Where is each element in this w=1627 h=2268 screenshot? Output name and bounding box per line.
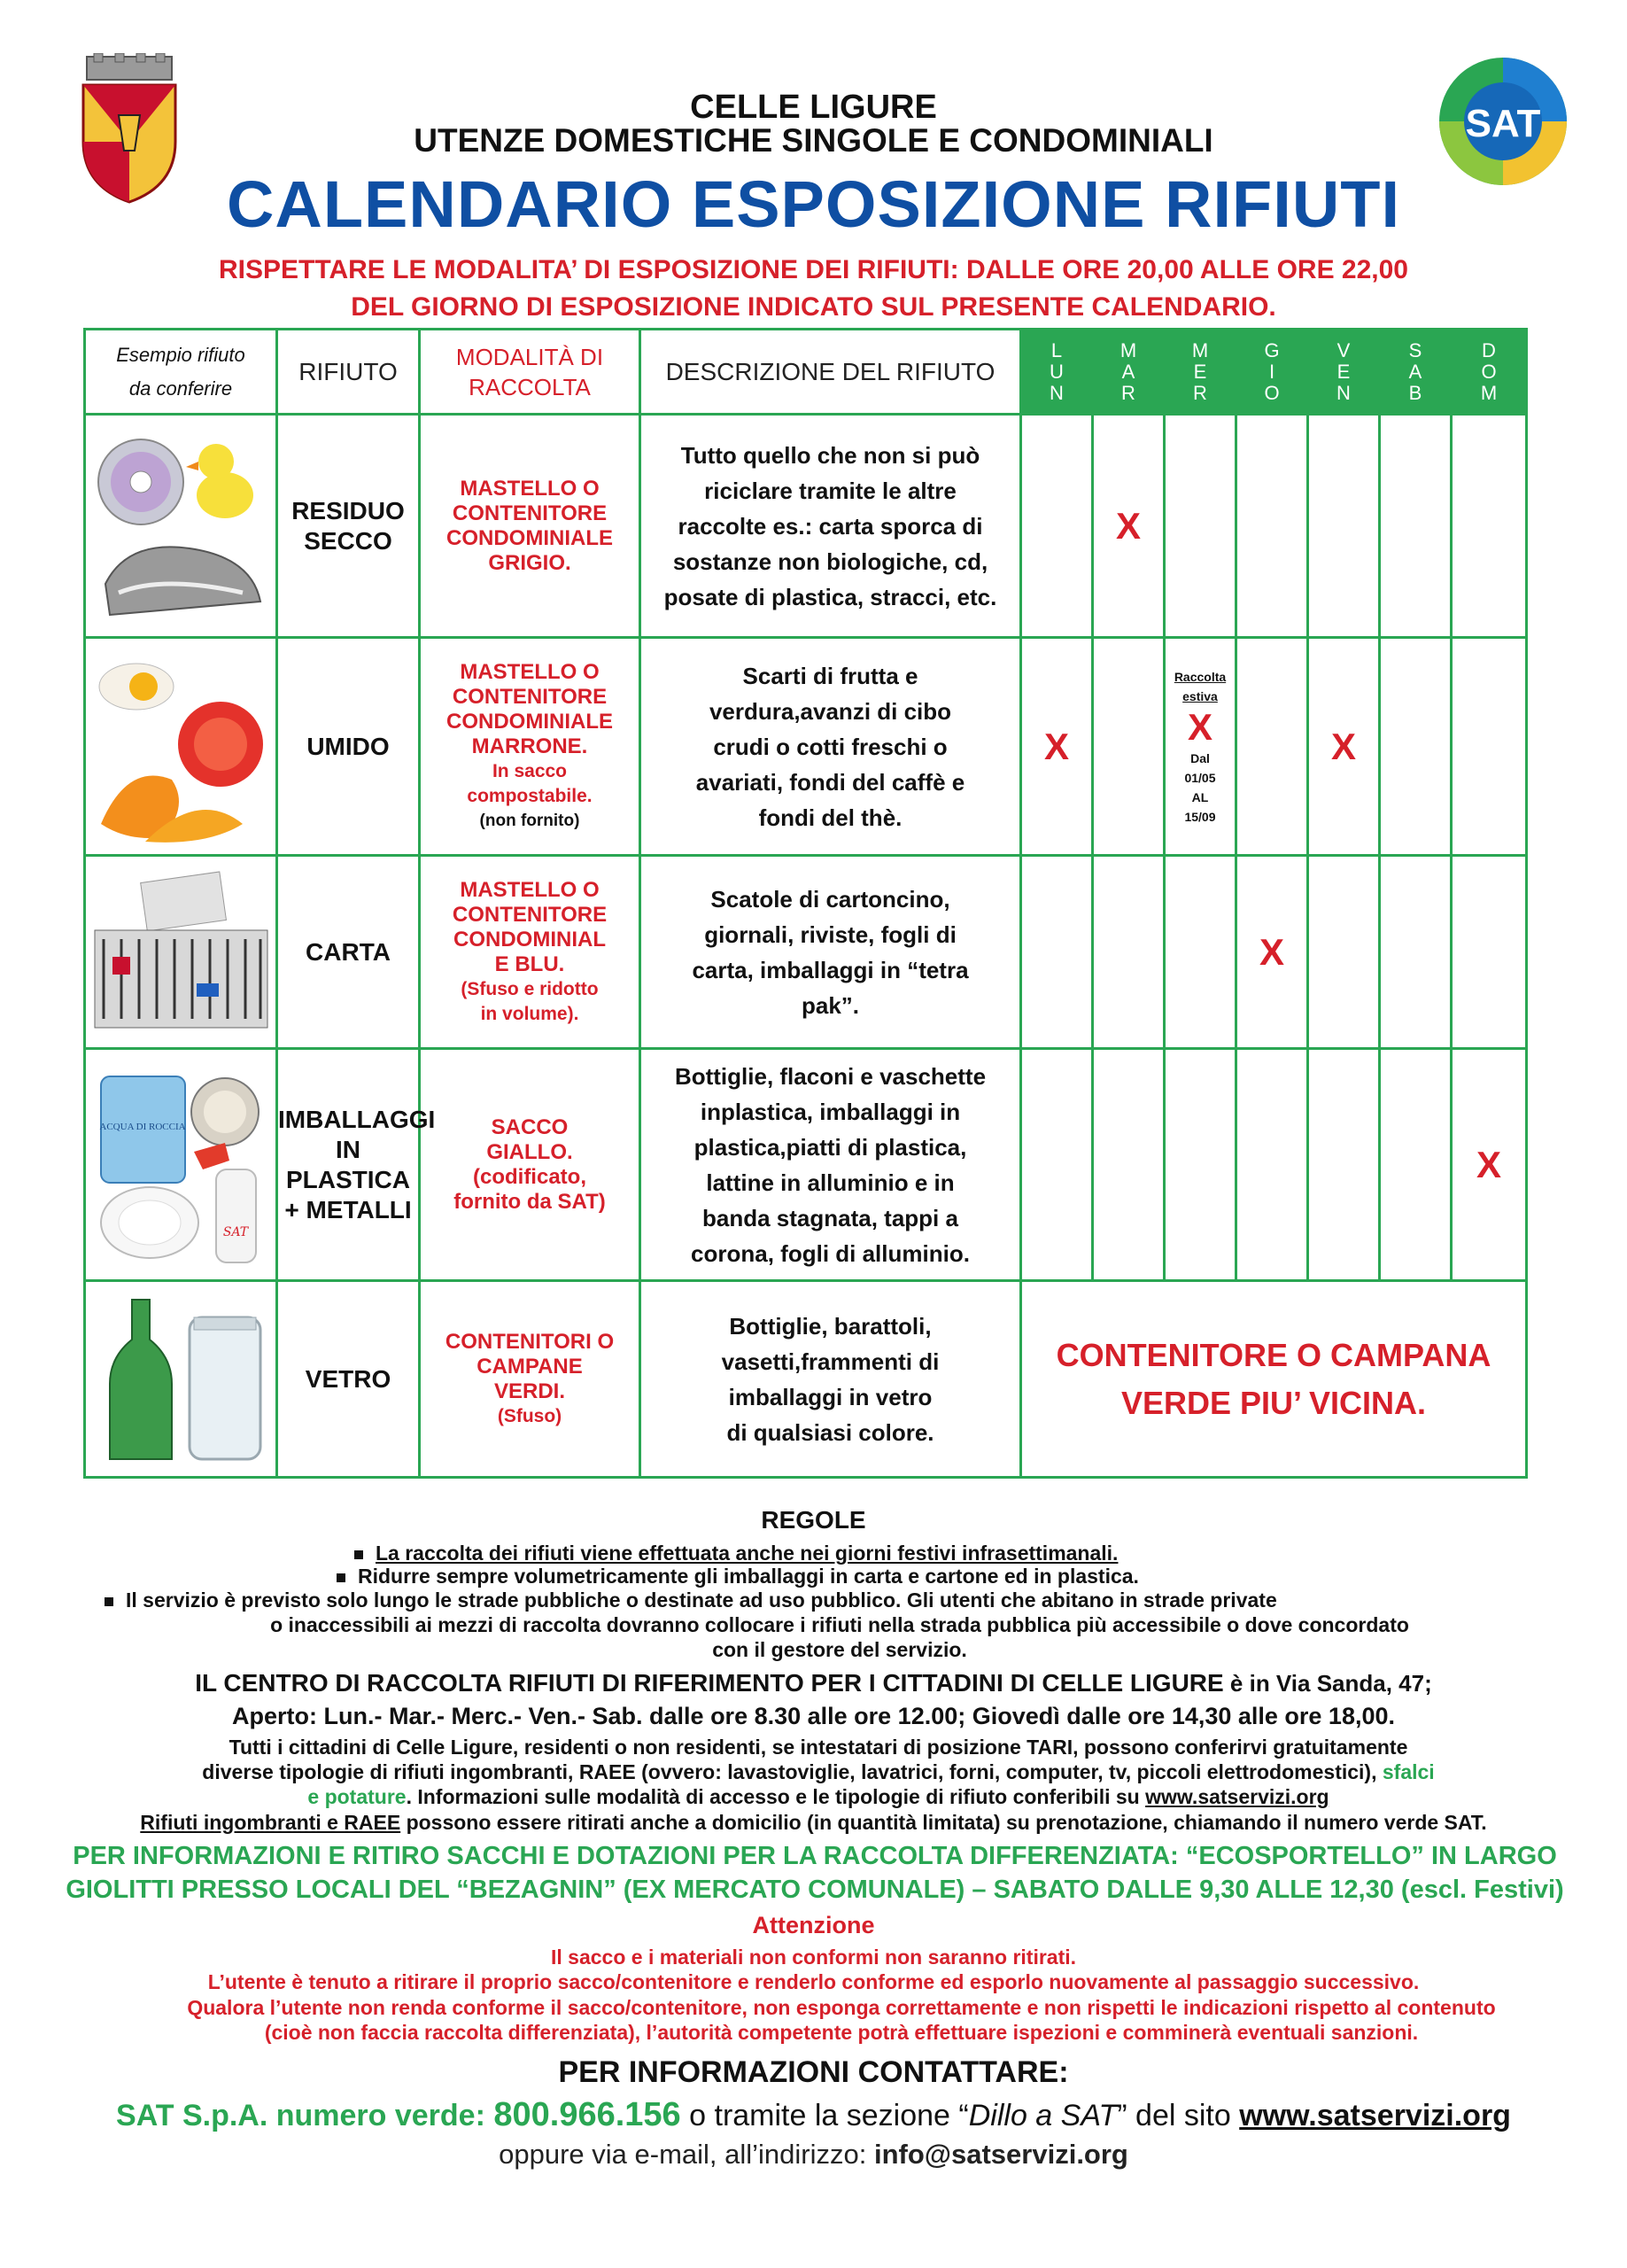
mode-vetro: CONTENITORI O CAMPANE VERDI. (Sfuso) <box>420 1281 640 1478</box>
residuo-dom <box>1452 415 1527 638</box>
waste-name-residuo: RESIDUO SECCO <box>277 415 420 638</box>
rule-1: La raccolta dei rifiuti viene effettuata anche nei giorni festivi infrasettimanali. <box>354 1542 1417 1565</box>
waste-name-vetro: VETRO <box>277 1281 420 1478</box>
header-day-gio: G I O <box>1236 330 1308 415</box>
umido-gio <box>1236 638 1308 856</box>
residuo-gio <box>1236 415 1308 638</box>
waste-calendar-table <box>83 328 1528 1479</box>
vetro-image <box>85 1281 277 1478</box>
description-carta: Scatole di cartoncino, giornali, riviste, fogli di carta, imballaggi in “tetra pak”. <box>640 856 1021 1049</box>
header-mode <box>420 330 640 415</box>
imballaggi-dom <box>1452 1049 1527 1281</box>
contact-line: SAT S.p.A. numero verde: 800.966.156 o tramite la sezione “Dillo a SAT” del sito www.satservizi.org <box>116 2096 1511 2133</box>
bulky-waste-info: Rifiuti ingombranti e RAEE possono essere ritirati anche a domicilio (in quantità limitata) su prenotazione, chiamando il numero verde SAT. <box>140 1811 1487 1834</box>
ecosportello-info: PER INFORMAZIONI E RITIRO SACCHI E DOTAZIONI PER LA RACCOLTA DIFFERENZIATA: “ECOSPORTELLO” IN LARGO GIOLITTI PRESSO LOCALI DEL “BEZAGNIN” (EX MERCATO COMUNALE) – SABATO DALLE 9,30 ALLE 12,30 (escl. Festivi) <box>66 1842 1564 1904</box>
imballaggi-image <box>85 1049 277 1281</box>
header-day-dom: D O M <box>1452 330 1527 415</box>
users-subtitle: UTENZE DOMESTICHE SINGOLE E CONDOMINIALI <box>414 122 1213 159</box>
umido-mer: Raccolta estiva X Dal 01/05 AL 15/09 <box>1165 638 1236 856</box>
toll-free-number[interactable]: 800.966.156 <box>493 2096 681 2133</box>
carta-image <box>85 856 277 1049</box>
rules-title: REGOLE <box>761 1506 866 1534</box>
header-day-mar: M A R <box>1093 330 1165 415</box>
umido-ven <box>1308 638 1380 856</box>
umido-lun <box>1021 638 1093 856</box>
attention-line-3: Qualora l’utente non renda conforme il sacco/contenitore, non esponga correttamente e non rispetti le indicazioni rispetto al contenuto (cioè non faccia raccolta differenziata), l’autorità competente potrà effettuare ispezioni e comminerà eventuali sanzioni. <box>187 1996 1496 2044</box>
header-example-line-2: da conferire <box>128 377 233 400</box>
residuo-sab <box>1380 415 1452 638</box>
header-example <box>85 330 277 415</box>
imballaggi-ven <box>1308 1049 1380 1281</box>
contact-title: PER INFORMAZIONI CONTATTARE: <box>558 2055 1069 2089</box>
residuo-mar <box>1093 415 1165 638</box>
umido-sab <box>1380 638 1452 856</box>
header-mode-line-1: MODALITÀ DI <box>455 343 604 370</box>
carta-mer <box>1165 856 1236 1049</box>
carta-ven <box>1308 856 1380 1049</box>
collection-mark: X <box>1259 930 1284 973</box>
mode-umido: MASTELLO O CONTENITORE CONDOMINIALE MARRONE. In sacco compostabile. (non fornito) <box>420 638 640 856</box>
satservizi-link[interactable]: www.satservizi.org <box>1145 1785 1329 1808</box>
bottle-label: ACQUA DI ROCCIA <box>99 1121 186 1132</box>
header-day-sab: S A B <box>1380 330 1452 415</box>
contact-website-link[interactable]: www.satservizi.org <box>1239 2099 1511 2132</box>
umido-dom <box>1452 638 1527 856</box>
waste-name-carta: CARTA <box>277 856 420 1049</box>
residuo-lun <box>1021 415 1093 638</box>
bullet-icon <box>337 1573 345 1582</box>
header-day-ven: V E N <box>1308 330 1380 415</box>
imballaggi-sab <box>1380 1049 1452 1281</box>
table-row-carta <box>85 856 1527 1049</box>
waste-name-imballaggi: IMBALLAGGI IN PLASTICA + METALLI <box>277 1049 420 1281</box>
spray-label: SAT <box>222 1224 249 1239</box>
citizens-info: Tutti i cittadini di Celle Ligure, residenti o non residenti, se intestatari di posizione TARI, possono conferirvi gratuitamente diverse tipologie di rifiuti ingombranti, RAEE (ovvero: lavastoviglie, lavatrici, forni, computer, tv, piccoli elettrodomestici), sfalci e potature. Informazioni sulle modalità di accesso e le tipologie di rifiuto conferibili su www.satservizi.org <box>202 1736 1435 1808</box>
description-imballaggi: Bottiglie, flaconi e vaschette inplastica, imballaggi in plastica,piatti di plastica, lattine in alluminio e in banda stagnata, tappi a corona, fogli di alluminio. <box>640 1049 1021 1281</box>
collection-mark: X <box>1476 1143 1501 1185</box>
mode-residuo: MASTELLO O CONTENITORE CONDOMINIALE GRIGIO. <box>420 415 640 638</box>
bullet-icon <box>105 1597 113 1606</box>
warning-line-2: DEL GIORNO DI ESPOSIZIONE INDICATO SUL PRESENTE CALENDARIO. <box>351 292 1276 322</box>
table-row-umido <box>85 638 1527 856</box>
table-row-vetro <box>85 1281 1527 1478</box>
header-day-mer: M E R <box>1165 330 1236 415</box>
carta-sab <box>1380 856 1452 1049</box>
residuo-ven <box>1308 415 1380 638</box>
description-residuo: Tutto quello che non si può riciclare tramite le altre raccolte es.: carta sporca di sostanze non biologiche, cd, posate di plastica, stracci, etc. <box>640 415 1021 638</box>
umido-image <box>85 638 277 856</box>
email-link[interactable]: info@satservizi.org <box>873 2139 1128 2170</box>
header-example-line-1: Esempio rifiuto <box>116 343 245 366</box>
town-name: CELLE LIGURE <box>690 89 937 126</box>
table-row-residuo-secco <box>85 415 1527 638</box>
header-day-lun: L U N <box>1021 330 1093 415</box>
mode-carta: MASTELLO O CONTENITORE CONDOMINIAL E BLU. (Sfuso e ridotto in volume). <box>420 856 640 1049</box>
carta-gio <box>1236 856 1308 1049</box>
rule-3: Il servizio è previsto solo lungo le strade pubbliche o destinate ad uso pubblico. Gli utenti che abitano in strade private o inaccessibili ai mezzi di raccolta dovranno collocare i rifiuti nella strada pubblica più accessibile o dove concordato con il gestore del servizio. <box>105 1588 1575 1662</box>
sat-logo-text: SAT <box>1465 102 1541 145</box>
imballaggi-mar <box>1093 1049 1165 1281</box>
mode-imballaggi: SACCO GIALLO. (codificato, fornito da SAT) <box>420 1049 640 1281</box>
residuo-secco-image <box>85 415 277 638</box>
residuo-mer <box>1165 415 1236 638</box>
collection-mark: X <box>1330 725 1356 767</box>
collection-center-line: IL CENTRO DI RACCOLTA RIFIUTI DI RIFERIMENTO PER I CITTADINI DI CELLE LIGURE è in Via Sanda, 47; <box>195 1669 1432 1697</box>
attention-line-2: L’utente è tenuto a ritirare il proprio sacco/contenitore e renderlo conforme ed esporlo nuovamente al passaggio successivo. <box>207 1970 1420 1993</box>
vetro-note: CONTENITORE O CAMPANA VERDE PIU’ VICINA. <box>1021 1281 1527 1478</box>
collection-mark: X <box>1043 725 1069 767</box>
table-header-row <box>85 330 1527 415</box>
rule-2: Ridurre sempre volumetricamente gli imballaggi in carta e cartone ed in plastica. <box>337 1565 1488 1588</box>
imballaggi-mer <box>1165 1049 1236 1281</box>
warning-line-1: RISPETTARE LE MODALITA’ DI ESPOSIZIONE DEI RIFIUTI: DALLE ORE 20,00 ALLE ORE 22,00 <box>219 255 1408 284</box>
opening-hours: Aperto: Lun.- Mar.- Merc.- Ven.- Sab. dalle ore 8.30 alle ore 12.00; Giovedì dalle ore 14,30 alle ore 18,00. <box>231 1703 1396 1729</box>
description-umido: Scarti di frutta e verdura,avanzi di cibo crudi o cotti freschi o avariati, fondi del caffè e fondi del thè. <box>640 638 1021 856</box>
description-vetro: Bottiglie, barattoli, vasetti,frammenti di imballaggi in vetro di qualsiasi colore. <box>640 1281 1021 1478</box>
umido-mar <box>1093 638 1165 856</box>
table-row-imballaggi <box>85 1049 1527 1281</box>
collection-mark: X <box>1115 504 1141 547</box>
page-title: CALENDARIO ESPOSIZIONE RIFIUTI <box>226 167 1401 241</box>
collection-mark: X <box>1187 705 1213 748</box>
waste-name-umido: UMIDO <box>277 638 420 856</box>
header-mode-line-2: RACCOLTA <box>469 373 591 400</box>
bullet-icon <box>354 1550 363 1559</box>
imballaggi-gio <box>1236 1049 1308 1281</box>
carta-mar <box>1093 856 1165 1049</box>
carta-dom <box>1452 856 1527 1049</box>
header-description: DESCRIZIONE DEL RIFIUTO <box>640 330 1021 415</box>
attention-line-1: Il sacco e i materiali non conformi non saranno ritirati. <box>550 1946 1077 1969</box>
header-waste: RIFIUTO <box>277 330 420 415</box>
carta-lun <box>1021 856 1093 1049</box>
attention-title: Attenzione <box>752 1912 875 1938</box>
email-line: oppure via e-mail, all’indirizzo: info@satservizi.org <box>499 2139 1128 2170</box>
imballaggi-lun <box>1021 1049 1093 1281</box>
